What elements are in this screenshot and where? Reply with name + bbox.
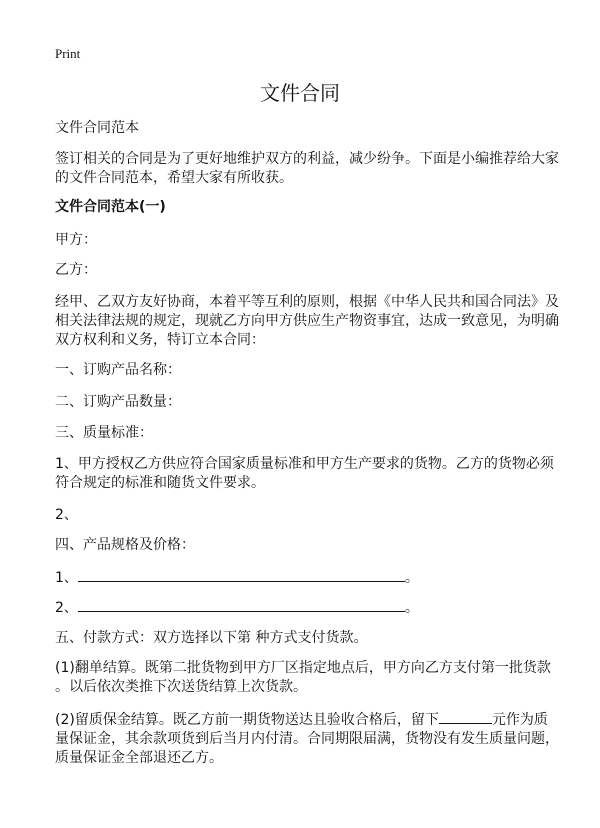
payment-option-1 [55, 659, 550, 697]
party-b: 乙方： [55, 262, 97, 278]
text-line: 的文件合同范本，希望大家有所收获。 [55, 170, 293, 186]
period: 。 [404, 570, 419, 586]
subtitle: 文件合同范本 [55, 120, 139, 136]
print-link[interactable]: Print [55, 46, 81, 61]
amount-blank[interactable] [439, 710, 492, 724]
text-segment: 元作为质 [491, 712, 548, 728]
text-line: 双方权利和义务，特订立本合同： [55, 332, 265, 348]
text-segment: (2)留质保金结算。既乙方前一期货物送达且验收合格后，留下 [55, 712, 439, 728]
text-line: 质量保证金全部退还乙方。 [55, 750, 223, 766]
preamble-paragraph [55, 293, 559, 350]
document-title: 文件合同 [260, 81, 340, 105]
spec-prefix: 2、 [55, 600, 78, 616]
text-line: 相关法律法规的规定，现就乙方向甲方供应生产物资事宜，达成一致意见，为明确 [55, 313, 559, 329]
intro-paragraph [55, 150, 559, 188]
text-line: 量保证金，其余款项货到后当月内付清。合同期限届满，货物没有发生质量问题， [55, 731, 559, 747]
blank-line[interactable] [78, 568, 405, 582]
text-line [55, 710, 550, 730]
spec-item-2 [55, 598, 550, 618]
quality-item-2: 2、 [55, 507, 78, 523]
clause-payment: 五、付款方式：双方选择以下第 种方式支付货款。 [55, 630, 368, 646]
clause-product-name: 一、订购产品名称： [55, 362, 181, 378]
text-line: 1、甲方授权乙方供应符合国家质量标准和甲方生产要求的货物。乙方的货物必须 [55, 456, 554, 472]
clause-spec-price: 四、产品规格及价格： [55, 537, 195, 553]
quality-item-1 [55, 455, 554, 493]
period: 。 [404, 600, 419, 616]
spec-prefix: 1、 [55, 570, 78, 586]
text-line: (1)翻单结算。既第二批货物到甲方厂区指定地点后，甲方向乙方支付第一批货款 [55, 660, 551, 676]
spec-item-1 [55, 568, 550, 588]
text-line: 符合规定的标准和随货文件要求。 [55, 475, 265, 491]
text-line: 。以后依次类推下次送货结算上次货款。 [55, 679, 307, 695]
text-line: 签订相关的合同是为了更好地维护双方的利益，减少纷争。下面是小编推荐给大家 [55, 151, 559, 167]
party-a: 甲方： [55, 232, 97, 248]
text-line: 经甲、乙双方友好协商，本着平等互利的原则，根据《中华人民共和国合同法》及 [55, 294, 559, 310]
clause-product-quantity: 二、订购产品数量： [55, 394, 181, 410]
payment-option-2 [55, 710, 559, 768]
section-heading: 文件合同范本(一) [55, 199, 166, 215]
clause-quality: 三、质量标准： [55, 425, 153, 441]
blank-line[interactable] [78, 598, 405, 612]
